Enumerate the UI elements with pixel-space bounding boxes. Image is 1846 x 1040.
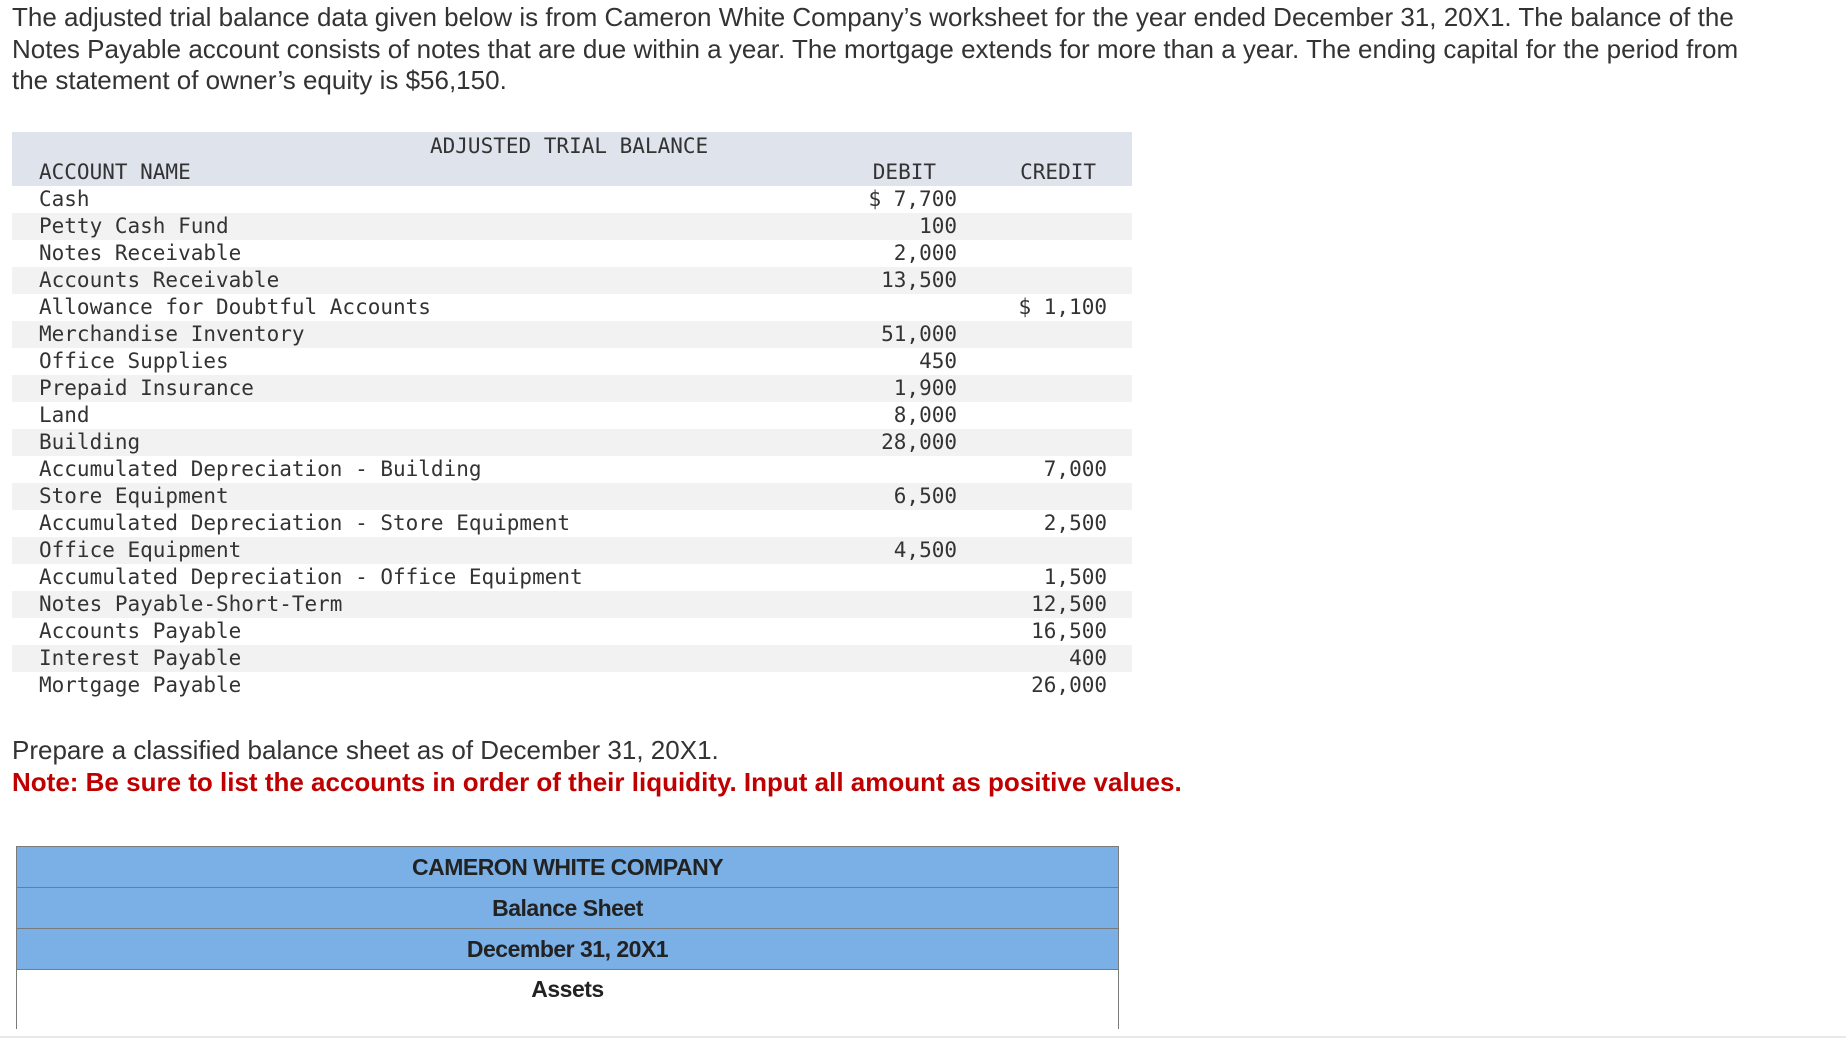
table-row [12,240,1132,267]
credit-cell: 7,000 [1043,457,1107,481]
debit-cell: 4,500 [893,538,957,562]
credit-cell: $ 1,100 [1018,295,1107,319]
account-name-cell: Accounts Payable [39,619,242,643]
page-bottom-divider [0,1036,1846,1038]
table-row [12,645,1132,672]
table-row [12,672,1132,699]
table-row [12,375,1132,402]
table-row [12,456,1132,483]
balance-sheet-section-assets: Assets [16,969,1119,1029]
trial-balance-body [12,186,1132,699]
table-row [12,429,1132,456]
credit-cell: 400 [1069,646,1107,670]
debit-cell: 28,000 [881,430,957,454]
instruction-text: Prepare a classified balance sheet as of December 31, 20X1. [12,735,719,765]
trial-balance-header [12,132,1132,186]
instruction-note: Note: Be sure to list the accounts in order of their liquidity. Input all amount as positive values. [12,767,1182,797]
table-row [12,402,1132,429]
table-row [12,213,1132,240]
balance-sheet-company-name: CAMERON WHITE COMPANY [16,846,1119,887]
table-row [12,618,1132,645]
account-name-cell: Office Supplies [39,349,229,373]
balance-sheet-statement-title: Balance Sheet [16,887,1119,928]
account-name-cell: Accumulated Depreciation - Store Equipment [39,511,571,535]
trial-balance-title: ADJUSTED TRIAL BALANCE [430,134,709,158]
account-name-cell: Allowance for Doubtful Accounts [39,295,431,319]
table-row [12,294,1132,321]
account-name-cell: Merchandise Inventory [39,322,305,346]
account-name-cell: Store Equipment [39,484,229,508]
table-row [12,348,1132,375]
account-name-cell: Prepaid Insurance [39,376,254,400]
credit-cell: 26,000 [1031,673,1107,697]
debit-cell: 450 [919,349,957,373]
account-name-cell: Office Equipment [39,538,242,562]
debit-cell: 8,000 [893,403,957,427]
column-header-debit: DEBIT [872,160,936,184]
column-header-account-name: ACCOUNT NAME [39,160,191,184]
account-name-cell: Accumulated Depreciation - Building [39,457,482,481]
account-name-cell: Interest Payable [39,646,242,670]
credit-cell: 2,500 [1043,511,1107,535]
debit-cell: 100 [919,214,957,238]
account-name-cell: Accumulated Depreciation - Office Equipment [39,565,583,589]
table-row [12,564,1132,591]
table-row [12,510,1132,537]
adjusted-trial-balance-table [12,132,1132,699]
debit-cell: 51,000 [881,322,957,346]
account-name-cell: Notes Receivable [39,241,242,265]
debit-cell: 2,000 [893,241,957,265]
debit-cell: 1,900 [893,376,957,400]
table-row [12,483,1132,510]
column-header-credit: CREDIT [1020,160,1096,184]
table-row [12,591,1132,618]
account-name-cell: Mortgage Payable [39,673,242,697]
debit-cell: $ 7,700 [868,187,957,211]
balance-sheet-date: December 31, 20X1 [16,928,1119,969]
account-name-cell: Accounts Receivable [39,268,280,292]
credit-cell: 16,500 [1031,619,1107,643]
credit-cell: 12,500 [1031,592,1107,616]
table-row [12,267,1132,294]
account-name-cell: Building [39,430,141,454]
credit-cell: 1,500 [1043,565,1107,589]
table-row [12,321,1132,348]
account-name-cell: Petty Cash Fund [39,214,229,238]
account-name-cell: Land [39,403,90,427]
problem-intro-text: The adjusted trial balance data given below is from Cameron White Company’s worksheet for the year ended December 31, 20X1. The balance of the Notes Payable account consists of notes that are due within a year. The mortgage extends for more than a year. The ending capital for the period from the statement of owner’s equity is $56,150. [12,2,1739,95]
table-row [12,537,1132,564]
column-headers [12,159,1132,186]
account-name-cell: Notes Payable-Short-Term [39,592,343,616]
balance-sheet-form [16,846,1119,1040]
table-row [12,186,1132,213]
debit-cell: 13,500 [881,268,957,292]
account-name-cell: Cash [39,187,90,211]
debit-cell: 6,500 [893,484,957,508]
